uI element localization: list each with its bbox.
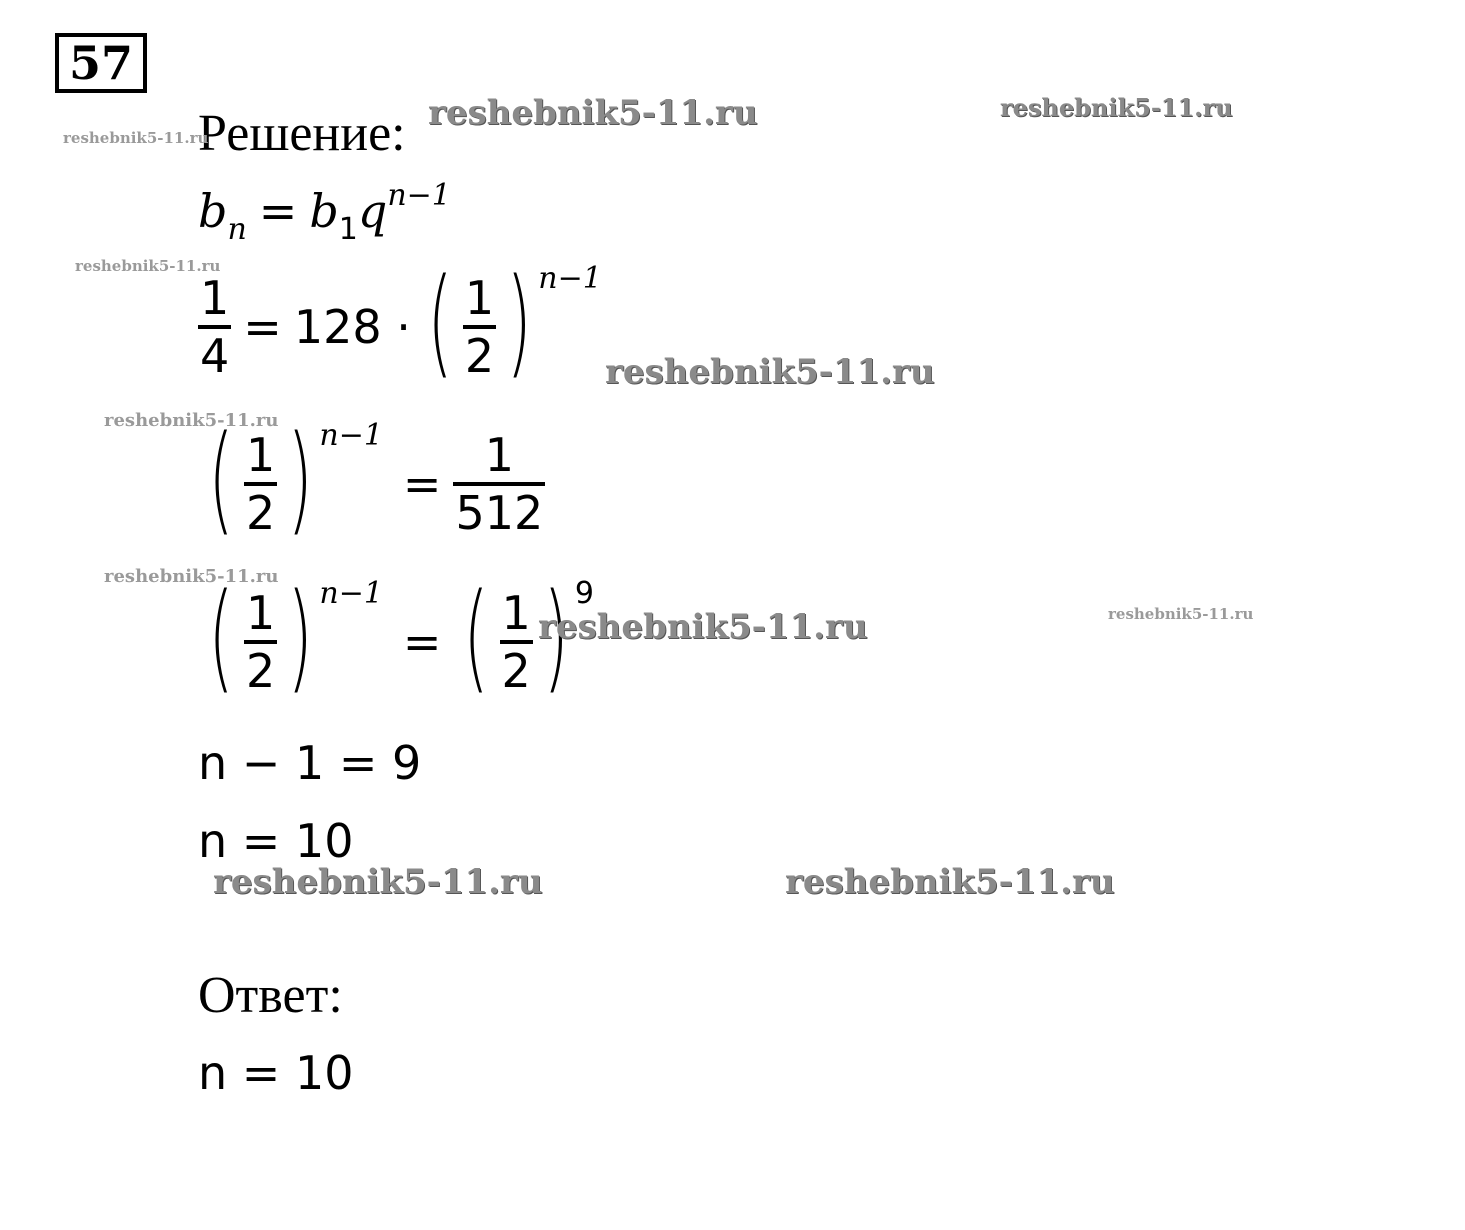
line4-eq: = bbox=[402, 615, 442, 669]
watermark: reshebnik5-11.ru bbox=[428, 93, 758, 133]
watermark: reshebnik5-11.ru bbox=[75, 257, 221, 275]
line2-coefficient: 128 · bbox=[293, 300, 411, 354]
line4-left-exp: n−1 bbox=[319, 576, 383, 611]
problem-number: 57 bbox=[55, 33, 147, 93]
line3-exp: n−1 bbox=[319, 418, 383, 453]
power-half-left: ( $\frac{1}{2}$ ) n−1 bbox=[208, 567, 383, 705]
power-half: ( $\frac{1}{2}$ ) n−1 bbox=[427, 252, 602, 390]
watermark: reshebnik5-11.ru bbox=[1108, 605, 1254, 623]
equation-line-3 bbox=[198, 409, 545, 547]
watermark: reshebnik5-11.ru bbox=[785, 862, 1115, 902]
fraction-1-512: $\frac{1}{512}$ bbox=[455, 428, 544, 540]
watermark: reshebnik5-11.ru bbox=[605, 352, 935, 392]
power-half: ( $\frac{1}{2}$ ) n−1 bbox=[208, 409, 383, 547]
watermark: reshebnik5-11.ru bbox=[104, 566, 279, 587]
answer-label: Ответ: bbox=[198, 967, 343, 1024]
fraction-1-2: $\frac{1}{2}$ bbox=[464, 271, 495, 383]
equation-line-4 bbox=[198, 567, 594, 705]
power-half-right: ( $\frac{1}{2}$ ) 9 bbox=[463, 567, 594, 705]
watermark: reshebnik5-11.ru bbox=[538, 607, 868, 647]
equation-line-2 bbox=[198, 252, 602, 390]
watermark: reshebnik5-11.ru bbox=[1000, 93, 1233, 122]
formula-sub-n: n bbox=[227, 212, 247, 247]
fraction-1-4: $\frac{1}{4}$ bbox=[200, 271, 230, 383]
formula-b: b bbox=[198, 184, 228, 238]
equation-n-equals-10: n = 10 bbox=[198, 814, 354, 868]
solution-label: Решение: bbox=[198, 105, 406, 162]
line2-exp: n−1 bbox=[538, 261, 602, 296]
answer-value: n = 10 bbox=[198, 1046, 354, 1100]
watermark: reshebnik5-11.ru bbox=[104, 410, 279, 431]
line4-right-exp: 9 bbox=[574, 576, 594, 611]
formula-general-term bbox=[198, 178, 451, 247]
equation-n-minus-1: n − 1 = 9 bbox=[198, 736, 422, 790]
line2-eq: = bbox=[243, 300, 282, 354]
formula-eq: = bbox=[258, 184, 298, 238]
formula-b1: b bbox=[309, 184, 339, 238]
line3-eq: = bbox=[402, 457, 442, 511]
formula-sub-1: 1 bbox=[338, 212, 358, 247]
watermark: reshebnik5-11.ru bbox=[213, 862, 543, 902]
formula-exp: n−1 bbox=[387, 178, 451, 213]
formula-q: q bbox=[357, 184, 388, 238]
watermark: reshebnik5-11.ru bbox=[63, 129, 209, 147]
